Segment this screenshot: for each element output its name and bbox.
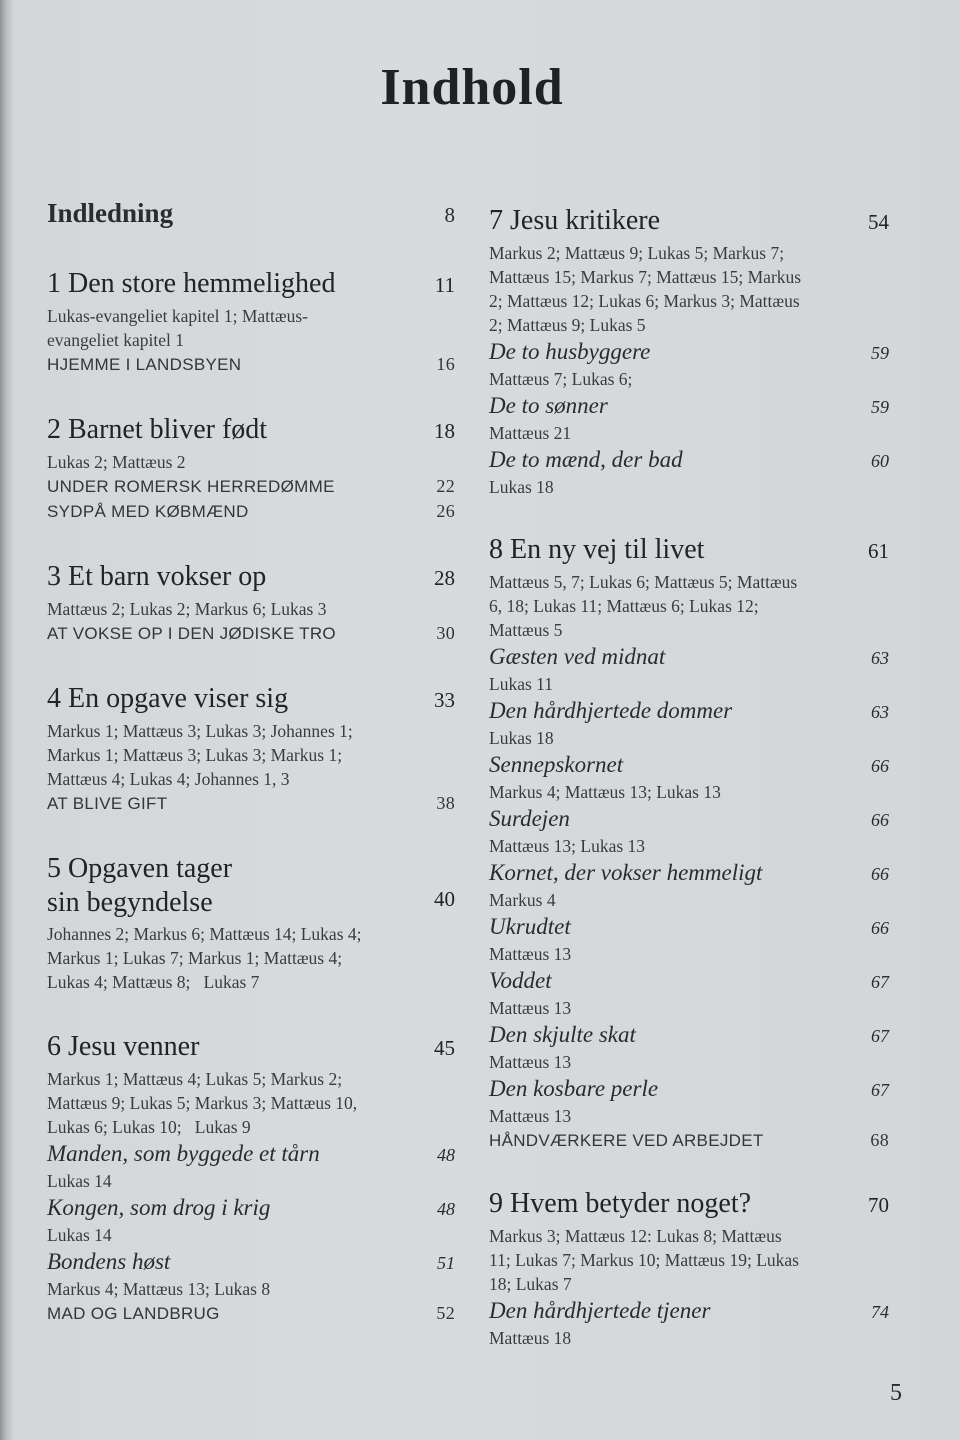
parable-entry (489, 912, 889, 943)
parable-title: Den hårdhjertede tjener (489, 1298, 711, 1323)
chapter-title (47, 852, 232, 920)
refs-line: Markus 1; Mattæus 3; Lukas 3; Johannes 1; (47, 721, 353, 741)
parable-page: 59 (871, 343, 889, 363)
parable-page: 60 (871, 451, 889, 471)
parable-title: Sennepskornet (489, 752, 624, 777)
chapter-5 (47, 852, 455, 994)
chapter-8 (489, 533, 889, 1153)
chapter-page: 40 (434, 887, 455, 911)
parable-ref: Mattæus 18 (489, 1328, 572, 1348)
toc-intro (47, 198, 455, 229)
parable-entry (489, 750, 889, 781)
chapter-page: 45 (434, 1036, 455, 1060)
parable-title: Surdejen (489, 806, 570, 831)
parable-title: Den hårdhjertede dommer (489, 698, 733, 723)
refs-line: Markus 1; Mattæus 4; Lukas 5; Markus 2; (47, 1069, 343, 1089)
section-entry (47, 791, 455, 816)
intro-page: 8 (444, 203, 455, 227)
chapter-title: 4 En opgave viser sig (47, 683, 289, 714)
parable-ref: Mattæus 13 (489, 944, 572, 964)
intro-label: Indledning (47, 198, 174, 228)
parable-ref: Lukas 18 (489, 477, 554, 497)
parable-entry (47, 1247, 455, 1278)
section-label: HJEMME I LANDSBYEN (47, 355, 242, 374)
parable-page: 48 (437, 1199, 455, 1219)
refs-line: 11; Lukas 7; Markus 10; Mattæus 19; Lukas (489, 1250, 799, 1270)
chapter-title: 8 En ny vej til livet (489, 534, 705, 565)
section-label: AT BLIVE GIFT (47, 794, 168, 813)
parable-page: 48 (437, 1145, 455, 1165)
refs-line: Mattæus 5, 7; Lukas 6; Mattæus 5; Mattæus (489, 572, 798, 592)
parable-title: De to sønner (489, 393, 608, 418)
parable-entry (489, 445, 889, 476)
chapter-title: 3 Et barn vokser op (47, 561, 267, 592)
section-label: AT VOKSE OP I DEN JØDISKE TRO (47, 624, 336, 643)
parable-ref: Markus 4; Mattæus 13; Lukas 13 (489, 782, 721, 802)
parable-title: De to husbyggere (489, 339, 651, 364)
chapter-6 (47, 1030, 455, 1326)
section-entry (47, 621, 455, 646)
chapter-refs (47, 597, 455, 621)
chapter-title: 1 Den store hemmelighed (47, 268, 336, 299)
chapter-refs (47, 922, 455, 994)
chapter-refs (47, 1067, 455, 1139)
section-label: UNDER ROMERSK HERREDØMME (47, 477, 335, 496)
chapter-page: 11 (434, 273, 455, 297)
chapter-title: 6 Jesu venner (47, 1031, 200, 1062)
chapter-page: 28 (434, 566, 455, 590)
parable-entry (489, 858, 889, 889)
parable-entry (489, 1074, 889, 1105)
parable-page: 66 (871, 918, 889, 938)
parable-title: Ukrudtet (489, 914, 571, 939)
chapter-title: 9 Hvem betyder noget? (489, 1188, 752, 1219)
parable-ref: Mattæus 21 (489, 423, 572, 443)
chapter-page: 70 (868, 1193, 889, 1217)
page-number: 5 (890, 1380, 902, 1406)
parable-entry (489, 1296, 889, 1327)
refs-line: evangeliet kapitel 1 (47, 330, 185, 350)
section-entry (489, 1128, 889, 1153)
refs-line: Markus 2; Mattæus 9; Lukas 5; Markus 7; (489, 243, 785, 263)
chapter-refs (47, 719, 455, 791)
parable-entry (489, 696, 889, 727)
parable-entry (489, 391, 889, 422)
chapter-page: 33 (434, 688, 455, 712)
chapter-refs (489, 1224, 889, 1296)
refs-line: Mattæus 2; Lukas 2; Markus 6; Lukas 3 (47, 599, 327, 619)
chapter-7 (489, 204, 889, 499)
section-page: 68 (870, 1130, 889, 1150)
refs-line: Markus 1; Mattæus 3; Lukas 3; Markus 1; (47, 745, 343, 765)
parable-ref: Mattæus 7; Lukas 6; (489, 369, 633, 389)
chapter-9 (489, 1187, 889, 1350)
parable-ref: Mattæus 13 (489, 998, 572, 1018)
parable-title: Bondens høst (47, 1249, 171, 1274)
chapter-page: 18 (434, 419, 455, 443)
chapter-refs (47, 304, 455, 352)
parable-page: 63 (871, 702, 889, 722)
chapter-1 (47, 267, 455, 377)
section-page: 38 (436, 793, 455, 813)
parable-title: Gæsten ved midnat (489, 644, 666, 669)
parable-entry (47, 1193, 455, 1224)
refs-line: 2; Mattæus 12; Lukas 6; Markus 3; Mattæus (489, 291, 800, 311)
parable-page: 67 (871, 1026, 889, 1046)
refs-line: Markus 3; Mattæus 12: Lukas 8; Mattæus (489, 1226, 782, 1246)
parable-title: Den skjulte skat (489, 1022, 636, 1047)
toc-left-column (47, 198, 455, 1362)
page-title: Indhold (380, 59, 564, 116)
parable-page: 66 (871, 810, 889, 830)
refs-line: Mattæus 5 (489, 620, 563, 640)
parable-page: 67 (871, 972, 889, 992)
parable-page: 67 (871, 1080, 889, 1100)
parable-page: 66 (871, 864, 889, 884)
chapter-title: 2 Barnet bliver født (47, 414, 268, 445)
section-label: HÅNDVÆRKERE VED ARBEJDET (489, 1131, 764, 1150)
chapter-2 (47, 413, 455, 524)
parable-entry (489, 642, 889, 673)
refs-line: Markus 1; Lukas 7; Markus 1; Mattæus 4; (47, 948, 343, 968)
chapter-page: 54 (868, 210, 889, 234)
parable-ref: Mattæus 13 (489, 1106, 572, 1126)
parable-title: Kongen, som drog i krig (47, 1195, 271, 1220)
refs-line: 6, 18; Lukas 11; Mattæus 6; Lukas 12; (489, 596, 759, 616)
parable-entry (489, 966, 889, 997)
section-page: 26 (436, 501, 455, 521)
parable-title: Kornet, der vokser hemmeligt (489, 860, 763, 885)
refs-line: Mattæus 9; Lukas 5; Markus 3; Mattæus 10, (47, 1093, 358, 1113)
refs-line: Lukas 2; Mattæus 2 (47, 452, 186, 472)
section-page: 22 (436, 476, 455, 496)
chapter-refs (47, 450, 455, 474)
refs-line: 18; Lukas 7 (489, 1274, 572, 1294)
parable-page: 63 (871, 648, 889, 668)
parable-ref: Lukas 14 (47, 1171, 112, 1191)
section-entry (47, 352, 455, 377)
refs-line: Lukas 6; Lukas 10; Lukas 9 (47, 1117, 251, 1137)
parable-entry (489, 804, 889, 835)
parable-page: 59 (871, 397, 889, 417)
parable-page: 66 (871, 756, 889, 776)
section-page: 30 (436, 623, 455, 643)
section-label: SYDPÅ MED KØBMÆND (47, 502, 249, 521)
section-page: 52 (436, 1303, 455, 1323)
parable-ref: Lukas 14 (47, 1225, 112, 1245)
parable-title: De to mænd, der bad (489, 447, 683, 472)
section-entry (47, 474, 455, 499)
chapter-title: 7 Jesu kritikere (489, 205, 661, 236)
refs-line: Mattæus 15; Markus 7; Mattæus 15; Markus (489, 267, 802, 287)
refs-line: 2; Mattæus 9; Lukas 5 (489, 315, 646, 335)
section-entry (47, 499, 455, 524)
parable-ref: Lukas 11 (489, 674, 553, 694)
parable-entry (47, 1139, 455, 1170)
parable-ref: Markus 4 (489, 890, 556, 910)
parable-title: Den kosbare perle (489, 1076, 659, 1101)
chapter-3 (47, 560, 455, 646)
section-page: 16 (436, 354, 455, 374)
section-label: MAD OG LANDBRUG (47, 1304, 220, 1323)
refs-line: Lukas-evangeliet kapitel 1; Mattæus- (47, 306, 308, 326)
chapter-title-line: 5 Opgaven tager (47, 853, 233, 884)
parable-entry (489, 337, 889, 368)
chapter-title-line: sin begyndelse (47, 887, 213, 918)
parable-entry (489, 1020, 889, 1051)
chapter-page: 61 (868, 539, 889, 563)
parable-ref: Markus 4; Mattæus 13; Lukas 8 (47, 1279, 271, 1299)
toc-right-column (489, 204, 889, 1386)
chapter-4 (47, 682, 455, 816)
refs-line: Lukas 4; Mattæus 8; Lukas 7 (47, 972, 260, 992)
parable-title: Voddet (489, 968, 552, 993)
section-entry (47, 1301, 455, 1326)
parable-ref: Mattæus 13; Lukas 13 (489, 836, 646, 856)
chapter-refs (489, 570, 889, 642)
refs-line: Johannes 2; Markus 6; Mattæus 14; Lukas 4; (47, 924, 362, 944)
parable-ref: Mattæus 13 (489, 1052, 572, 1072)
parable-page: 74 (871, 1302, 889, 1322)
parable-page: 51 (437, 1253, 455, 1273)
chapter-refs (489, 241, 889, 337)
parable-title: Manden, som byggede et tårn (47, 1141, 320, 1166)
parable-ref: Lukas 18 (489, 728, 554, 748)
refs-line: Mattæus 4; Lukas 4; Johannes 1, 3 (47, 769, 290, 789)
